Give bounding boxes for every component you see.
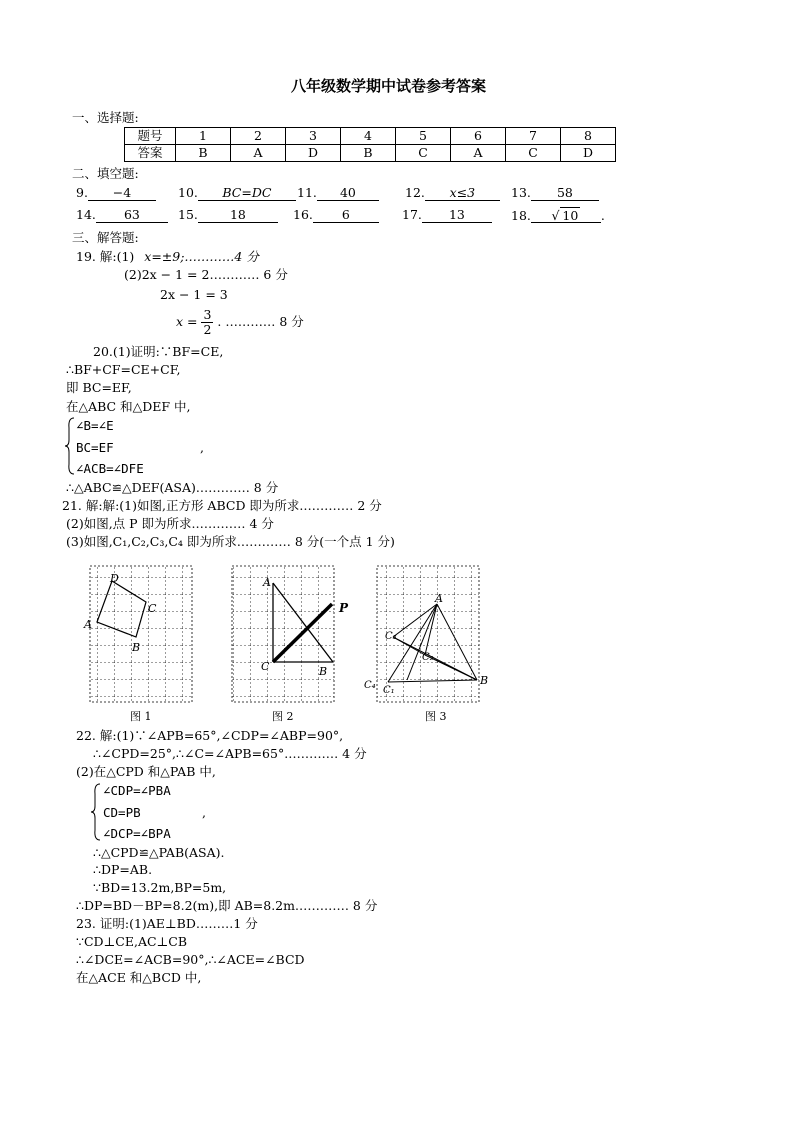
fig2-label-C: C: [261, 660, 270, 673]
fig3-label-A: A: [435, 592, 443, 605]
fig2-label-A: A: [263, 576, 271, 589]
fill-q15: [178, 207, 278, 223]
table-cell: C: [396, 145, 451, 162]
q20-line1: 20.(1)证明:∵BF=CE,: [93, 344, 224, 359]
table-row-answers: [125, 145, 616, 162]
numerator: 3: [203, 307, 212, 322]
table-cell: 1: [176, 128, 231, 145]
q19-line3: 2x − 1 = 3: [160, 287, 228, 302]
page-title: 八年级数学期中试卷参考答案: [291, 77, 487, 95]
q-number: 14.: [76, 207, 96, 222]
answer-blank: 18: [198, 207, 278, 223]
answer-blank: 40: [317, 185, 379, 201]
answer-blank: −4: [88, 185, 156, 201]
q20-line5: ∴△ABC≌△DEF(ASA).………… 8 分: [66, 480, 279, 495]
table-cell: B: [341, 145, 396, 162]
q-number: 12.: [405, 185, 425, 200]
table-cell: 2: [231, 128, 286, 145]
table-cell: C: [506, 145, 561, 162]
fill-q11: [297, 185, 379, 201]
fill-q14: [76, 207, 168, 223]
fill-q10: [178, 185, 296, 201]
fig3-label-C4: C₄: [364, 680, 376, 691]
q22-line1: 22. 解:(1)∵∠APB=65°,∠CDP=∠ABP=90°,: [76, 728, 344, 743]
answer-blank: 13: [422, 207, 492, 223]
fig1-label-D: D: [110, 572, 119, 585]
fig1-caption: 图 1: [130, 710, 152, 723]
fig3-label-C3: C₃: [385, 631, 397, 642]
q22-line6: ∵BD=13.2m,BP=5m,: [93, 880, 227, 895]
q22-cond3: ∠DCP=∠BPA: [103, 826, 171, 841]
q20-line2: ∴BF+CF=CE+CF,: [66, 362, 181, 377]
q-number: 18.: [511, 208, 531, 223]
q20-cond2: BC=EF: [76, 440, 114, 455]
q20-comma: ,: [200, 440, 204, 455]
section-fill: 二、填空题:: [72, 166, 139, 181]
q-number: 11.: [297, 185, 317, 200]
answer-blank: BC=DC: [198, 185, 296, 201]
q-number: 17.: [402, 207, 422, 222]
table-cell: 3: [286, 128, 341, 145]
answer-blank: 58: [531, 185, 599, 201]
figure-3: [364, 566, 488, 723]
q21-line2: (2)如图,点 P 即为所求.………… 4 分: [66, 516, 274, 531]
q19-answer1: x=±9;…………4 分: [144, 249, 259, 264]
q23-line4: 在△ACE 和△BCD 中,: [76, 970, 202, 985]
q21-line1: 21. 解:解:(1)如图,正方形 ABCD 即为所求.………… 2 分: [62, 498, 382, 513]
brace-icon: [64, 416, 76, 476]
answer-blank: x≤3: [425, 185, 500, 201]
answer-blank: 6: [313, 207, 379, 223]
q-number: 9.: [76, 185, 88, 200]
fig3-label-B: B: [480, 674, 489, 687]
figures: [80, 560, 500, 725]
q22-cond1: ∠CDP=∠PBA: [103, 783, 171, 798]
table-cell: 7: [506, 128, 561, 145]
sqrt-value: 10: [562, 208, 579, 223]
q-number: 16.: [293, 207, 313, 222]
period: .: [600, 208, 605, 223]
answer-table: [124, 127, 616, 162]
q23-line1: 23. 证明:(1)AE⊥BD………1 分: [76, 916, 258, 931]
fig1-label-C: C: [148, 602, 157, 615]
q22-line2: ∴∠CPD=25°,∴∠C=∠APB=65°.………… 4 分: [93, 746, 367, 761]
fraction: [201, 308, 213, 337]
q20-cond1: ∠B=∠E: [76, 418, 114, 433]
q21-line3: (3)如图,C₁,C₂,C₃,C₄ 即为所求.………… 8 分(一个点 1 分): [66, 534, 395, 549]
fig1-label-B: B: [132, 641, 141, 654]
fig2-label-P: P: [339, 601, 349, 615]
fill-q12: [405, 185, 500, 201]
fig2-label-B: B: [319, 665, 328, 678]
q-number: 15.: [178, 207, 198, 222]
answer-blank: √ 10: [531, 207, 601, 223]
brace-icon: [90, 782, 102, 842]
fig3-caption: 图 3: [425, 710, 447, 723]
table-cell: D: [561, 145, 616, 162]
q19-label: 19. 解:(1): [76, 249, 135, 264]
q22-cond2: CD=PB: [103, 805, 141, 820]
fig2-caption: 图 2: [272, 710, 294, 723]
table-cell: D: [286, 145, 341, 162]
q19-x: x =: [176, 314, 198, 329]
fig3-label-C2: C₂: [422, 652, 434, 663]
q22-line4: ∴△CPD≌△PAB(ASA).: [93, 845, 225, 860]
table-cell: 8: [561, 128, 616, 145]
figure-1: [83, 566, 192, 723]
table-cell: A: [231, 145, 286, 162]
table-cell: 5: [396, 128, 451, 145]
fill-q13: [511, 185, 599, 201]
q-number: 13.: [511, 185, 531, 200]
fill-q16: [293, 207, 379, 223]
section-choice: 一、选择题:: [72, 110, 139, 125]
q22-line5: ∴DP=AB.: [93, 862, 153, 877]
fig3-label-C1: C₁: [383, 685, 395, 696]
q22-comma: ,: [202, 805, 206, 820]
denominator: 2: [203, 322, 212, 337]
q23-line3: ∴∠DCE=∠ACB=90°,∴∠ACE=∠BCD: [76, 952, 305, 967]
fill-q18: [511, 207, 605, 224]
table-row-numbers: [125, 128, 616, 145]
fill-q17: [402, 207, 492, 223]
q-number: 10.: [178, 185, 198, 200]
q20-cond3: ∠ACB=∠DFE: [76, 461, 144, 476]
table-cell: B: [176, 145, 231, 162]
q19-score: . ………… 8 分: [217, 314, 304, 329]
q19-line2: (2)2x − 1 = 2………… 6 分: [124, 267, 288, 282]
fill-q9: [76, 185, 156, 201]
q22-line3: (2)在△CPD 和△PAB 中,: [76, 764, 216, 779]
q20-line4: 在△ABC 和△DEF 中,: [66, 399, 191, 414]
table-cell: 4: [341, 128, 396, 145]
fig1-label-A: A: [84, 618, 92, 631]
section-solve: 三、解答题:: [72, 230, 139, 245]
table-header-answer: 答案: [125, 145, 176, 162]
q22-line7: ∴DP=BD－BP=8.2(m),即 AB=8.2m.………… 8 分: [76, 898, 378, 913]
answer-blank: 63: [96, 207, 168, 223]
table-cell: A: [451, 145, 506, 162]
table-cell: 6: [451, 128, 506, 145]
figure-2: [232, 566, 349, 723]
q19-line1: [76, 249, 259, 265]
q19-line4: [176, 307, 304, 337]
table-header-number: 题号: [125, 128, 176, 145]
q20-line3: 即 BC=EF,: [66, 380, 132, 395]
q23-line2: ∵CD⊥CE,AC⊥CB: [76, 934, 188, 949]
